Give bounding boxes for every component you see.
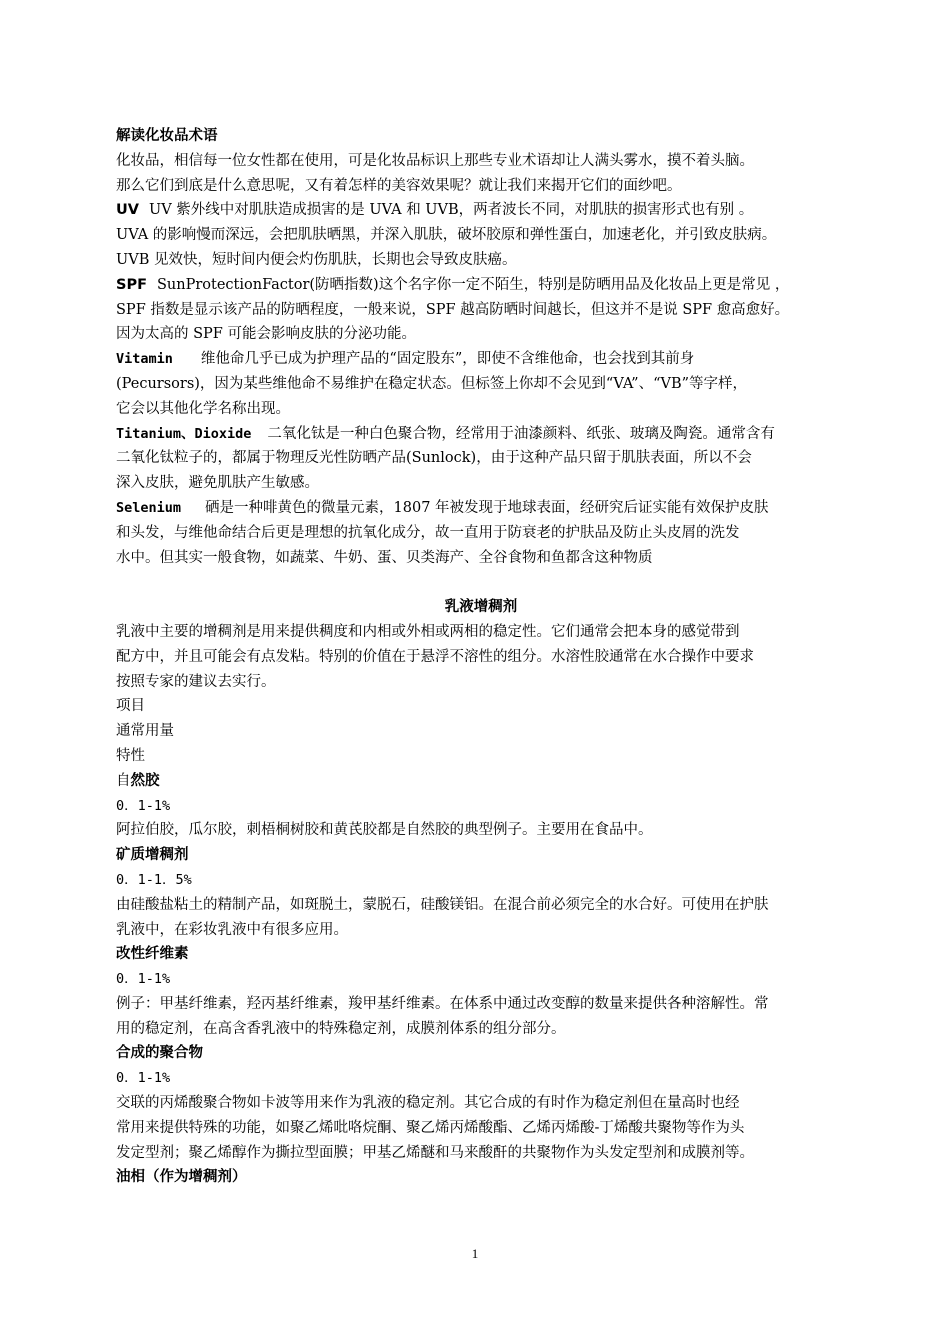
paragraph-line: 深入皮肤，避免肌肤产生敏感。 xyxy=(116,475,319,492)
item-heading-modified-cellulose: 改性纤维素 xyxy=(116,946,189,963)
column-header-property: 特性 xyxy=(116,747,145,764)
paragraph-line: 因为太高的 SPF 可能会影响皮肤的分泌功能。 xyxy=(116,326,416,343)
term-entry-spf xyxy=(116,273,846,298)
term-entry-selenium xyxy=(116,496,846,521)
paragraph-line: 乳液中主要的增稠剂是用来提供稠度和内相或外相或两相的稳定性。它们通常会把本身的感觉带到 xyxy=(116,623,740,640)
section-title: 解读化妆品术语 xyxy=(116,128,218,144)
paragraph-line: 那么它们到底是什么意思呢，又有着怎样的美容效果呢？就让我们来揭开它们的面纱吧。 xyxy=(116,177,682,194)
term-label: SPF xyxy=(116,276,147,293)
paragraph-line: 由硅酸盐粘土的精制产品，如斑脱土，蒙脱石，硅酸镁铝。在混合前必须完全的水合好。可使用在护肤 xyxy=(116,896,769,913)
term-text: 二氧化钛是一种白色聚合物，经常用于油漆颜料、纸张、玻璃及陶瓷。通常含有 xyxy=(267,425,775,442)
term-label: Vitamin xyxy=(116,351,173,368)
blank-line xyxy=(116,570,846,595)
term-entry-titanium-dioxide xyxy=(116,422,846,447)
paragraph-line: 例子：甲基纤维素，羟丙基纤维素，羧甲基纤维素。在体系中通过改变醇的数量来提供各种溶解性。常 xyxy=(116,995,769,1012)
paragraph-line: 发定型剂；聚乙烯醇作为撕拉型面膜；甲基乙烯醚和马来酸酐的共聚物作为头发定型剂和成膜剂等。 xyxy=(116,1144,754,1161)
paragraph-line: 和头发，与维他命结合后更是理想的抗氧化成分，故一直用于防衰老的护肤品及防止头皮屑的洗发 xyxy=(116,524,740,541)
item-heading-natural-gum xyxy=(116,769,846,794)
section-title: 乳液增稠剂 xyxy=(444,599,518,616)
term-label: Selenium xyxy=(116,499,182,516)
column-header-dose: 通常用量 xyxy=(116,723,174,740)
paragraph-line: UVA 的影响慢而深远，会把肌肤晒黑，并深入肌肤，破坏胶原和弹性蛋白，加速老化，并引致皮肤病。 xyxy=(116,227,777,244)
item-heading-mineral-thickener: 矿质增稠剂 xyxy=(116,847,189,864)
item-heading-synthetic-polymer: 合成的聚合物 xyxy=(116,1045,203,1062)
item-heading-text: 然胶 xyxy=(130,772,160,789)
document-body xyxy=(116,124,846,1190)
term-text: UV 紫外线中对肌肤造成损害的是 UVA 和 UVB，两者波长不同，对肌肤的损害形式也有别 。 xyxy=(149,202,754,219)
term-text: 维他命几乎已成为护理产品的“固定股东”，即使不含维他命，也会找到其前身 xyxy=(200,351,695,368)
paragraph-line: 常用来提供特殊的功能，如聚乙烯吡咯烷酮、聚乙烯丙烯酸酯、乙烯丙烯酸-丁烯酸共聚物等作为头 xyxy=(116,1119,745,1136)
item-dose: 0．1-1% xyxy=(116,971,171,988)
paragraph-line: 配方中，并且可能会有点发粘。特别的价值在于悬浮不溶性的组分。水溶性胶通常在水合操作中要求 xyxy=(116,648,754,665)
item-dose: 0．1-1% xyxy=(116,797,171,814)
paragraph-line: 用的稳定剂，在高含香乳液中的特殊稳定剂，成膜剂体系的组分部分。 xyxy=(116,1020,566,1037)
term-entry-vitamin xyxy=(116,347,846,372)
paragraph-line: 它会以其他化学名称出现。 xyxy=(116,400,290,417)
paragraph-line: 乳液中，在彩妆乳液中有很多应用。 xyxy=(116,921,348,938)
item-dose: 0．1-1% xyxy=(116,1070,171,1087)
item-dose: 0．1-1．5% xyxy=(116,871,192,888)
term-entry-uv xyxy=(116,198,846,223)
item-heading-oil-phase: 油相（作为增稠剂） xyxy=(116,1169,247,1186)
paragraph-line: UVB 见效快，短时间内便会灼伤肌肤，长期也会导致皮肤癌。 xyxy=(116,251,517,268)
paragraph-line: 水中。但其实一般食物，如蔬菜、牛奶、蛋、贝类海产、全谷食物和鱼都含这种物质 xyxy=(116,549,653,566)
paragraph-line: 阿拉伯胶，瓜尔胶，刺梧桐树胶和黄芪胶都是自然胶的典型例子。主要用在食品中。 xyxy=(116,822,653,839)
item-heading-prefix: 自 xyxy=(116,772,131,789)
term-text: 硒是一种啡黄色的微量元素，1807 年被发现于地球表面，经研究后证实能有效保护皮肤 xyxy=(205,499,769,516)
column-header-item: 项目 xyxy=(116,698,145,715)
term-label: Titanium、Dioxide xyxy=(116,425,252,442)
page-number: 1 xyxy=(471,1246,479,1261)
paragraph-line: 二氧化钛粒子的，都属于物理反光性防晒产品(Sunlock)，由于这种产品只留于肌肤表面，所以不会 xyxy=(116,450,752,467)
paragraph-line: SPF 指数是显示该产品的防晒程度，一般来说，SPF 越高防晒时间越长，但这并不是说 SPF 愈高愈好。 xyxy=(116,301,790,318)
paragraph-line: 交联的丙烯酸聚合物如卡波等用来作为乳液的稳定剂。其它合成的有时作为稳定剂但在量高时也经 xyxy=(116,1095,740,1112)
paragraph-line: 按照专家的建议去实行。 xyxy=(116,673,276,690)
term-text: SunProtectionFactor(防晒指数)这个名字你一定不陌生，特别是防晒用品及化妆品上更是常见 ， xyxy=(156,276,790,293)
term-label: UV xyxy=(116,202,139,219)
paragraph-line: 化妆品，相信每一位女性都在使用，可是化妆品标识上那些专业术语却让人满头雾水，摸不着头脑。 xyxy=(116,152,754,169)
paragraph-line: (Pecursors)，因为某些维他命不易维护在稳定状态。但标签上你却不会见到“VA”、“VB”等字样， xyxy=(116,375,748,392)
